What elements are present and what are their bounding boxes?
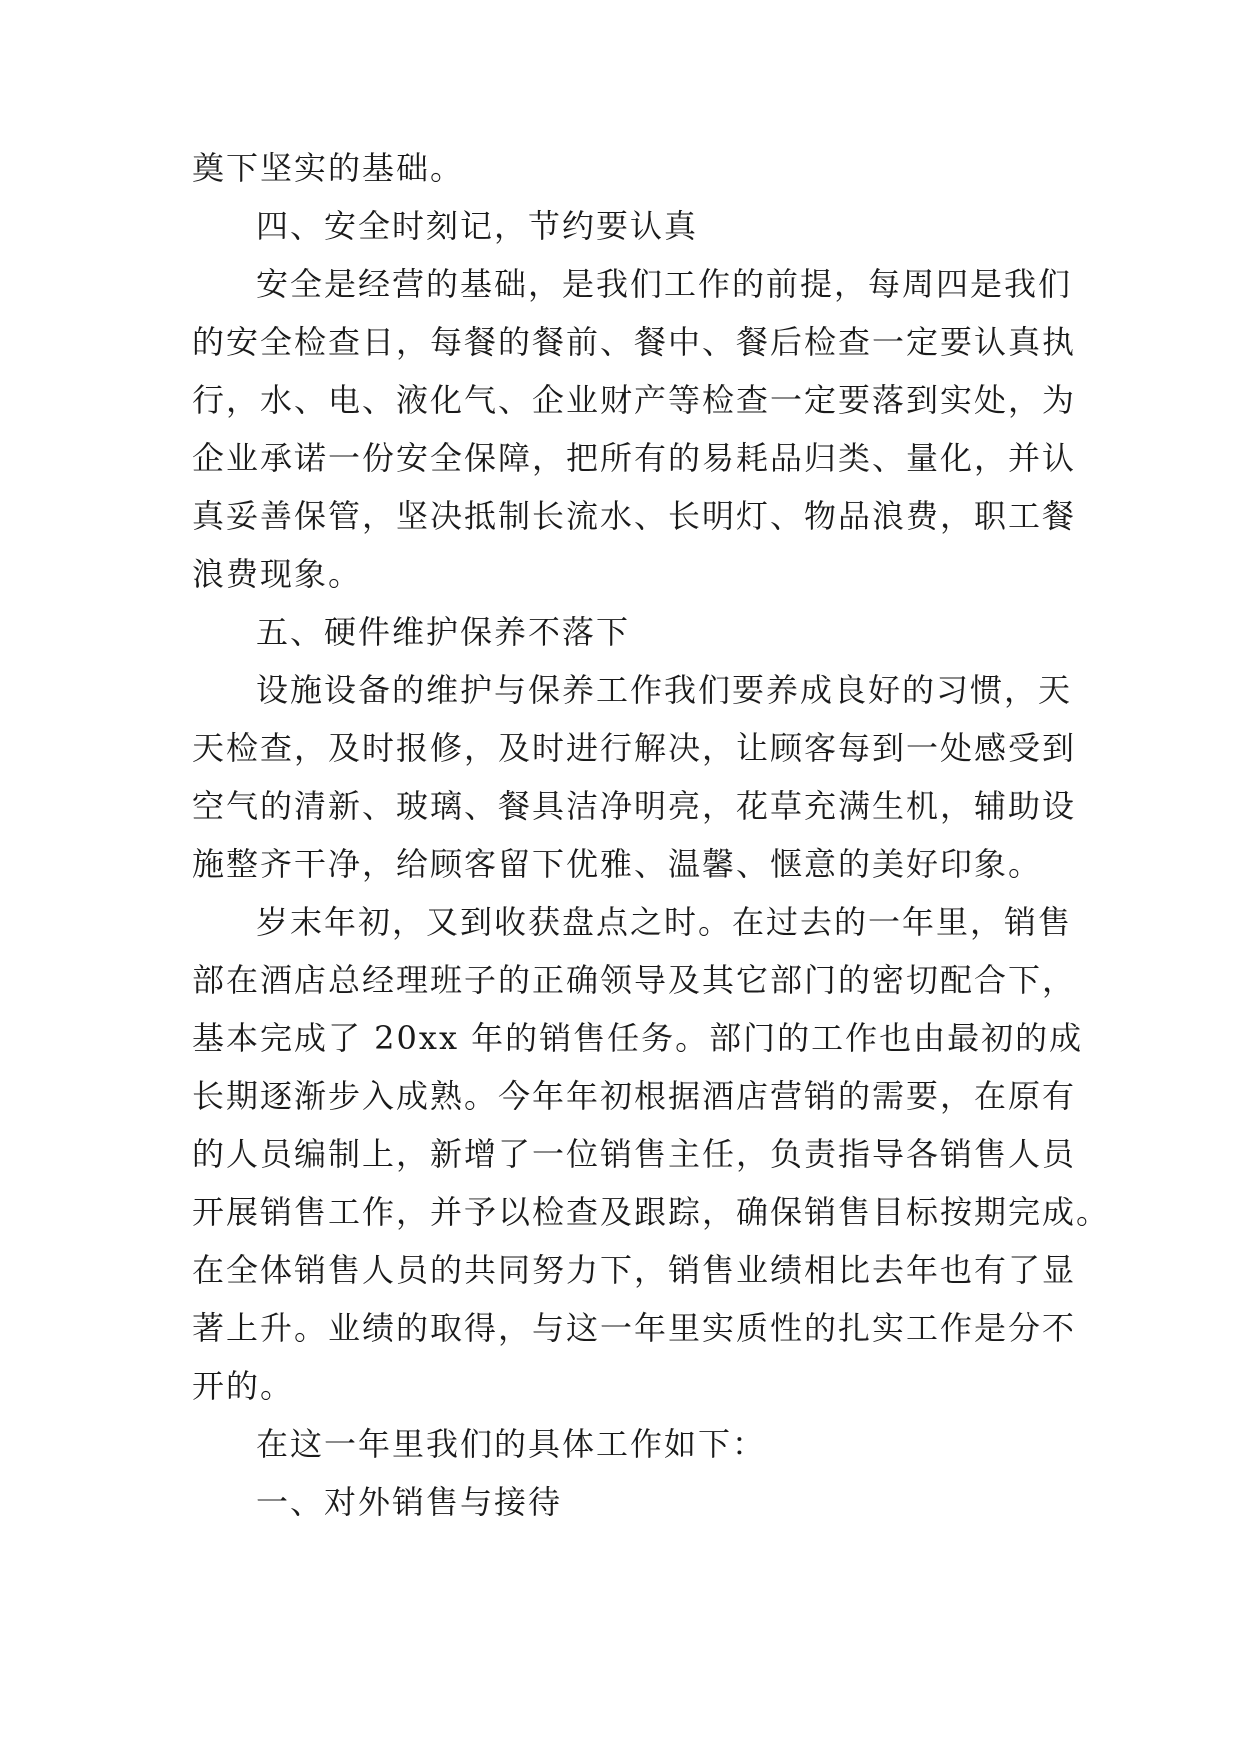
section-heading-5: 五、硬件维护保养不落下 xyxy=(256,613,631,651)
section-heading-4: 四、安全时刻记，节约要认真 xyxy=(256,207,699,245)
text-line: 的安全检查日，每餐的餐前、餐中、餐后检查一定要认真执 xyxy=(192,323,1077,361)
text-line: 在全体销售人员的共同努力下，销售业绩相比去年也有了显 xyxy=(192,1251,1077,1289)
text-line: 浪费现象。 xyxy=(192,555,363,593)
text-line: 著上升。业绩的取得，与这一年里实质性的扎实工作是分不 xyxy=(192,1309,1077,1347)
text-line: 岁末年初，又到收获盘点之时。在过去的一年里，销售 xyxy=(256,903,1073,941)
text-line: 长期逐渐步入成熟。今年年初根据酒店营销的需要，在原有 xyxy=(192,1077,1077,1115)
section-heading-1: 一、对外销售与接待 xyxy=(256,1483,563,1521)
text-line: 在这一年里我们的具体工作如下： xyxy=(256,1425,767,1463)
text-line: 施整齐干净，给顾客留下优雅、温馨、惬意的美好印象。 xyxy=(192,845,1043,883)
text-line: 开展销售工作，并予以检查及跟踪，确保销售目标按期完成。 xyxy=(192,1193,1111,1231)
text-line: 部在酒店总经理班子的正确领导及其它部门的密切配合下， xyxy=(192,961,1077,999)
text-line: 奠下坚实的基础。 xyxy=(192,149,465,187)
text-line: 基本完成了 20xx 年的销售任务。部门的工作也由最初的成 xyxy=(192,1019,1084,1057)
text-line: 行，水、电、液化气、企业财产等检查一定要落到实处，为 xyxy=(192,381,1077,419)
text-line: 的人员编制上，新增了一位销售主任，负责指导各销售人员 xyxy=(192,1135,1077,1173)
text-line: 空气的清新、玻璃、餐具洁净明亮，花草充满生机，辅助设 xyxy=(192,787,1077,825)
text-line: 真妥善保管，坚决抵制长流水、长明灯、物品浪费，职工餐 xyxy=(192,497,1077,535)
text-line: 天检查，及时报修，及时进行解决，让顾客每到一处感受到 xyxy=(192,729,1077,767)
text-line: 企业承诺一份安全保障，把所有的易耗品归类、量化，并认 xyxy=(192,439,1077,477)
text-line: 安全是经营的基础，是我们工作的前提，每周四是我们 xyxy=(256,265,1073,303)
text-line: 设施设备的维护与保养工作我们要养成良好的习惯，天 xyxy=(256,671,1073,709)
text-line: 开的。 xyxy=(192,1367,295,1405)
